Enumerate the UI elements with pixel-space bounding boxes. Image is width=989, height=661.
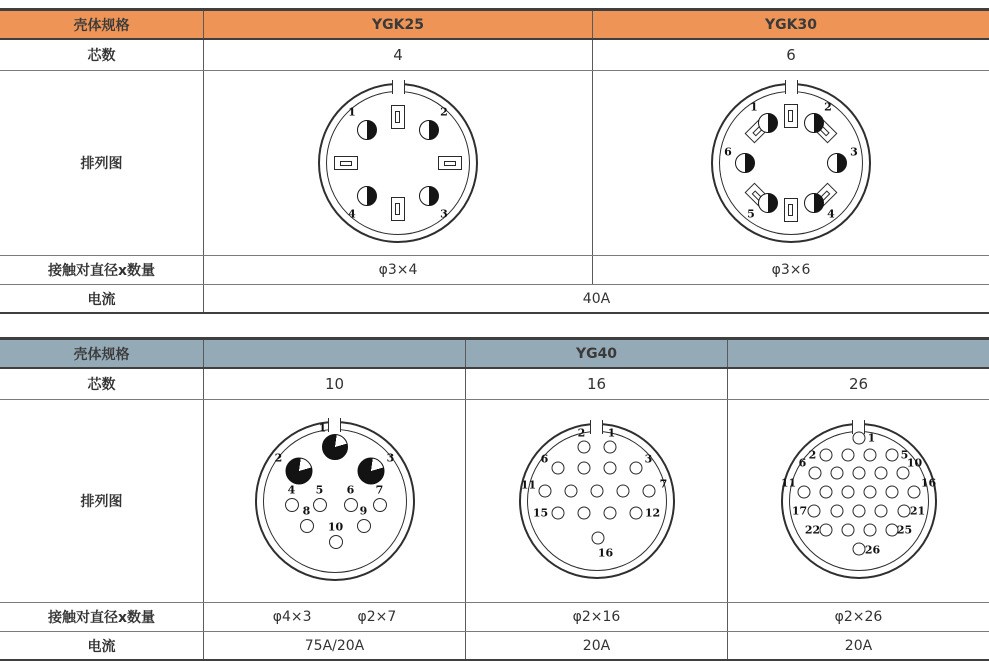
cores-row: [0, 369, 989, 400]
contact-label: 接触对直径x数量: [47, 610, 156, 626]
pin-contact: [616, 485, 629, 498]
pin-contact: [863, 486, 876, 499]
pin-contact: [841, 449, 854, 462]
layout-label: 排列图: [80, 156, 123, 172]
current-value: 40A: [203, 285, 989, 312]
pin-layout-diagram-yg40-16: [516, 420, 678, 582]
pin-contact: [830, 505, 843, 518]
keyway-slot-inner: [340, 161, 352, 166]
pin-number-label: 2: [440, 105, 448, 119]
shell-spec-label: 壳体规格: [73, 17, 130, 34]
layout-row: [0, 400, 989, 603]
pin-contact: [344, 498, 358, 512]
current-value: 20A: [727, 632, 989, 659]
pin-contact: [577, 441, 590, 454]
current-value: 20A: [465, 632, 727, 659]
current-label: 电流: [87, 291, 116, 308]
pin-contact: [285, 498, 299, 512]
pin-number-label: 6: [798, 456, 807, 470]
pin-number-label: 4: [827, 207, 835, 221]
pin-number-label: 11: [520, 478, 537, 492]
cores-value: 26: [727, 369, 989, 399]
pin-contact: [885, 486, 898, 499]
cores-value: 6: [592, 40, 989, 70]
pin-number-label: 3: [850, 145, 858, 159]
pin-contact: [874, 467, 887, 480]
header-row: [0, 11, 989, 40]
pin-contact: [863, 449, 876, 462]
pin-number-label: 3: [644, 452, 653, 466]
contact-value: φ3×4: [203, 256, 592, 284]
pin-contact: [808, 467, 821, 480]
cores-value: 4: [203, 40, 592, 70]
keyway-slot: [784, 104, 798, 128]
layout-label: 排列图: [80, 494, 123, 510]
pin-number-label: 26: [864, 543, 881, 557]
pin-contact: [357, 458, 384, 485]
current-row: [0, 285, 989, 314]
layout-row: [0, 71, 989, 256]
pin-number-label: 22: [804, 523, 821, 537]
spec-table-yg40: [0, 337, 989, 661]
pin-number-label: 11: [780, 476, 797, 490]
keyway-slot: [784, 198, 798, 222]
cores-row: [0, 40, 989, 71]
pin-number-label: 16: [920, 476, 937, 490]
pin-contact: [603, 507, 616, 520]
pin-number-label: 4: [348, 207, 356, 221]
cores-label: 芯数: [87, 377, 116, 393]
pin-number-label: 6: [724, 145, 732, 159]
pin-contact: [852, 432, 865, 445]
pin-contact: [591, 532, 604, 545]
pin-contact: [852, 505, 865, 518]
contact-label: 接触对直径x数量: [47, 263, 156, 279]
cores-value: 10: [203, 369, 465, 399]
pin-contact: [285, 458, 312, 485]
pin-contact: [804, 113, 824, 133]
pin-number-label: 5: [315, 483, 324, 497]
pin-number-label: 25: [896, 523, 913, 537]
pin-contact: [373, 498, 387, 512]
cores-value: 16: [465, 369, 727, 399]
pin-contact: [603, 462, 616, 475]
pin-contact: [322, 434, 348, 460]
pin-contact: [819, 524, 832, 537]
pin-contact: [419, 120, 439, 140]
pin-number-label: 2: [824, 100, 832, 114]
pin-contact: [841, 524, 854, 537]
pin-number-label: 2: [274, 451, 283, 465]
pin-number-label: 5: [900, 448, 909, 462]
pin-contact: [629, 507, 642, 520]
pin-number-label: 21: [909, 504, 926, 518]
pin-contact: [841, 486, 854, 499]
pin-contact: [551, 507, 564, 520]
pin-contact: [852, 467, 865, 480]
pin-contact: [819, 486, 832, 499]
pin-layout-diagram-yg40-26: [778, 420, 940, 582]
pin-contact: [577, 507, 590, 520]
pin-number-label: 1: [607, 426, 616, 440]
pin-contact: [329, 535, 343, 549]
current-label: 电流: [87, 638, 116, 655]
shell-model-yg40: YG40: [465, 340, 727, 367]
contact-value-part: φ2×7: [357, 609, 397, 625]
keyway-slot-inner: [444, 161, 456, 166]
pin-contact: [629, 462, 642, 475]
pin-contact: [357, 186, 377, 206]
pin-number-label: 1: [318, 421, 327, 435]
pin-number-label: 2: [808, 448, 817, 462]
contact-value: [203, 603, 465, 631]
contact-value: φ3×6: [592, 256, 989, 284]
pin-contact: [863, 524, 876, 537]
keyway-slot: [334, 156, 358, 170]
contact-row: [0, 603, 989, 632]
keyway-slot: [391, 197, 405, 221]
pin-contact: [852, 543, 865, 556]
contact-value: φ2×26: [727, 603, 989, 631]
pin-contact: [897, 505, 910, 518]
pin-contact: [642, 485, 655, 498]
pin-contact: [758, 193, 778, 213]
pin-contact: [827, 153, 847, 173]
shell-model-ygk25: YGK25: [203, 11, 592, 38]
header-row: [0, 340, 989, 369]
pin-contact: [603, 441, 616, 454]
keyway-notch: [392, 80, 405, 94]
pin-number-label: 8: [302, 504, 311, 518]
keyway-notch: [328, 418, 341, 432]
pin-number-label: 5: [747, 207, 755, 221]
keyway-notch: [590, 420, 603, 434]
pin-contact: [419, 186, 439, 206]
shell-model-cell-empty: [727, 340, 989, 367]
keyway-slot-inner: [396, 111, 401, 123]
pin-number-label: 6: [540, 452, 549, 466]
pin-number-label: 1: [750, 100, 758, 114]
pin-layout-diagram-ygk25: [315, 80, 481, 246]
pin-contact: [830, 467, 843, 480]
pin-number-label: 12: [644, 506, 661, 520]
pin-contact: [797, 486, 810, 499]
pin-contact: [907, 486, 920, 499]
pin-contact: [735, 153, 755, 173]
pin-number-label: 3: [440, 207, 448, 221]
shell-model-ygk30: YGK30: [592, 11, 989, 38]
pin-contact: [758, 113, 778, 133]
pin-layout-diagram-yg40-10: [252, 418, 418, 584]
keyway-slot: [391, 105, 405, 129]
spec-table-ygk: [0, 8, 989, 314]
pin-number-label: 9: [359, 504, 368, 518]
current-value: 75A/20A: [203, 632, 465, 659]
keyway-slot-inner: [789, 204, 794, 216]
pin-contact: [577, 462, 590, 475]
contact-row: [0, 256, 989, 285]
pin-number-label: 4: [287, 483, 296, 497]
pin-number-label: 10: [906, 456, 923, 470]
shell-spec-label: 壳体规格: [73, 346, 130, 363]
pin-contact: [807, 505, 820, 518]
pin-contact: [300, 519, 314, 533]
pin-contact: [357, 120, 377, 140]
pin-number-label: 17: [791, 504, 808, 518]
pin-number-label: 10: [327, 520, 344, 534]
pin-contact: [590, 485, 603, 498]
pin-contact: [874, 505, 887, 518]
keyway-notch: [785, 80, 798, 94]
contact-value-part: φ4×3: [272, 609, 312, 625]
pin-number-label: 16: [597, 546, 614, 560]
pin-layout-diagram-ygk30: [708, 80, 874, 246]
pin-number-label: 2: [577, 426, 586, 440]
pin-contact: [885, 449, 898, 462]
keyway-slot-inner: [396, 203, 401, 215]
pin-number-label: 7: [659, 477, 668, 491]
shell-model-cell-empty: [203, 340, 465, 367]
pin-contact: [804, 193, 824, 213]
pin-contact: [313, 498, 327, 512]
pin-number-label: 6: [346, 483, 355, 497]
pin-number-label: 15: [532, 506, 549, 520]
pin-number-label: 3: [386, 451, 395, 465]
pin-contact: [819, 449, 832, 462]
contact-value: φ2×16: [465, 603, 727, 631]
pin-number-label: 7: [375, 483, 384, 497]
current-row: [0, 632, 989, 661]
pin-number-label: 1: [348, 105, 356, 119]
pin-contact: [538, 485, 551, 498]
pin-contact: [564, 485, 577, 498]
keyway-slot-inner: [789, 110, 794, 122]
pin-contact: [357, 519, 371, 533]
cores-label: 芯数: [87, 48, 116, 64]
pin-number-label: 1: [867, 431, 876, 445]
pin-contact: [551, 462, 564, 475]
keyway-slot: [438, 156, 462, 170]
